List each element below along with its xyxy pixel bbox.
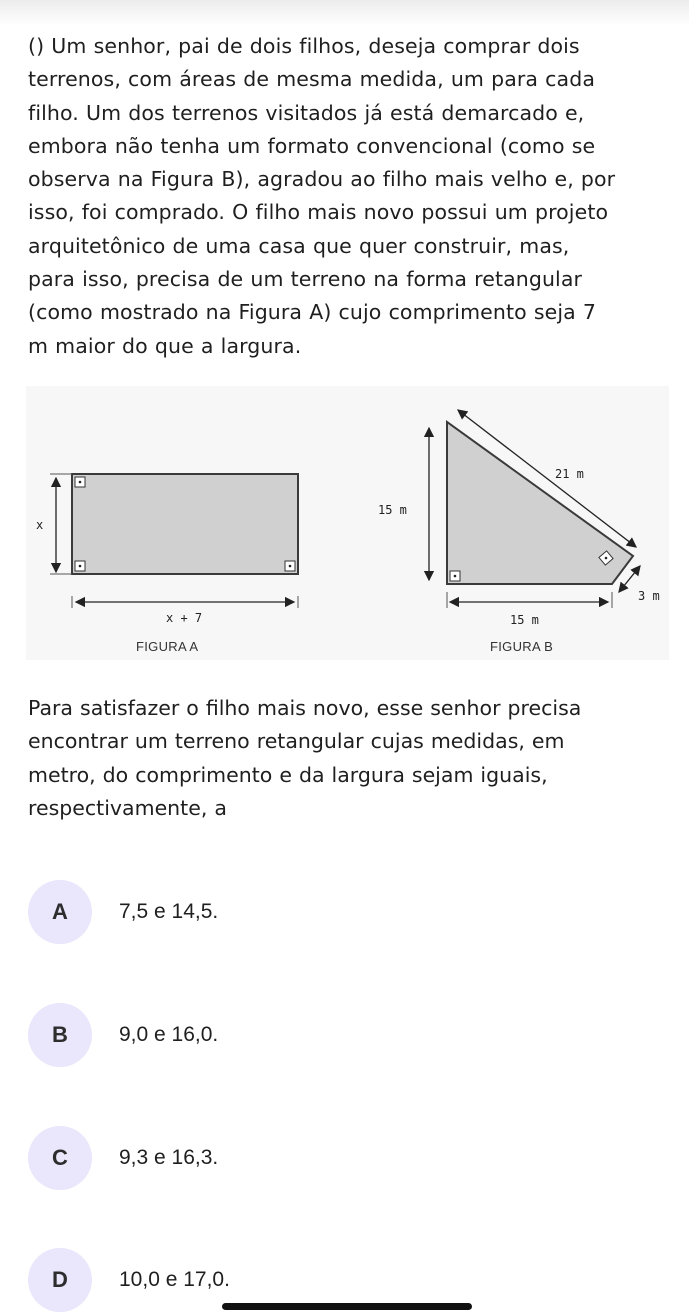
- prompt-line: respectivamente, a: [28, 795, 227, 820]
- figure-a-caption: FIGURA A: [136, 639, 199, 654]
- question-line: isso, foi comprado. O filho mais novo possui um projeto: [28, 200, 609, 225]
- option-letter-badge: B: [28, 1003, 92, 1067]
- question-line: (como mostrado na Figura A) cujo comprimento seja 7: [28, 300, 597, 325]
- figure-b-caption: FIGURA B: [490, 639, 554, 654]
- rectangle-shape: [72, 474, 298, 574]
- question-line: m maior do que a largura.: [28, 333, 302, 358]
- top-shadow: [0, 0, 689, 26]
- prompt-line: encontrar um terreno retangular cujas medidas, em: [28, 729, 565, 754]
- height-label: x: [36, 518, 44, 532]
- option-letter-badge: C: [28, 1126, 92, 1190]
- question-line: arquitetônico de uma casa que quer construir, mas,: [28, 233, 570, 258]
- prompt-text: [28, 692, 678, 825]
- short-side-label: 3 m: [638, 589, 660, 603]
- prompt-line: Para satisfazer o filho mais novo, esse senhor precisa: [28, 696, 582, 720]
- figure-image: [26, 386, 669, 660]
- option-text: 10,0 e 17,0.: [119, 1268, 230, 1291]
- question-line: terrenos, com áreas de mesma medida, um para cada: [28, 67, 595, 92]
- question-line: filho. Um dos terrenos visitados já está demarcado e,: [28, 100, 585, 125]
- option-letter-badge: A: [28, 880, 92, 944]
- width-label: x + 7: [166, 611, 203, 625]
- option-text: 9,3 e 16,3.: [119, 1146, 219, 1169]
- question-line: para isso, precisa de um terreno na forma retangular: [28, 267, 583, 292]
- question-line: observa na Figura B), agradou ao filho mais velho e, por: [28, 167, 616, 192]
- base-label: 15 m: [510, 613, 539, 627]
- figures-drawing: [26, 386, 669, 660]
- option-letter-badge: D: [28, 1248, 92, 1312]
- figure-a: [36, 474, 298, 625]
- option-b[interactable]: [28, 1003, 668, 1067]
- option-text: 7,5 e 14,5.: [119, 900, 219, 923]
- option-a[interactable]: [28, 880, 668, 944]
- question-line: embora não tenha um formato convencional (como se: [28, 133, 596, 158]
- question-text: [28, 30, 678, 363]
- hypotenuse-label: 21 m: [555, 467, 584, 481]
- prompt-line: metro, do comprimento e da largura sejam iguais,: [28, 762, 548, 787]
- option-c[interactable]: [28, 1126, 668, 1190]
- option-text: 9,0 e 16,0.: [119, 1023, 219, 1046]
- home-indicator: [222, 1303, 472, 1310]
- figure-b: [378, 410, 660, 627]
- question-line: () Um senhor, pai de dois filhos, deseja comprar dois: [28, 34, 580, 58]
- height-label: 15 m: [378, 503, 407, 517]
